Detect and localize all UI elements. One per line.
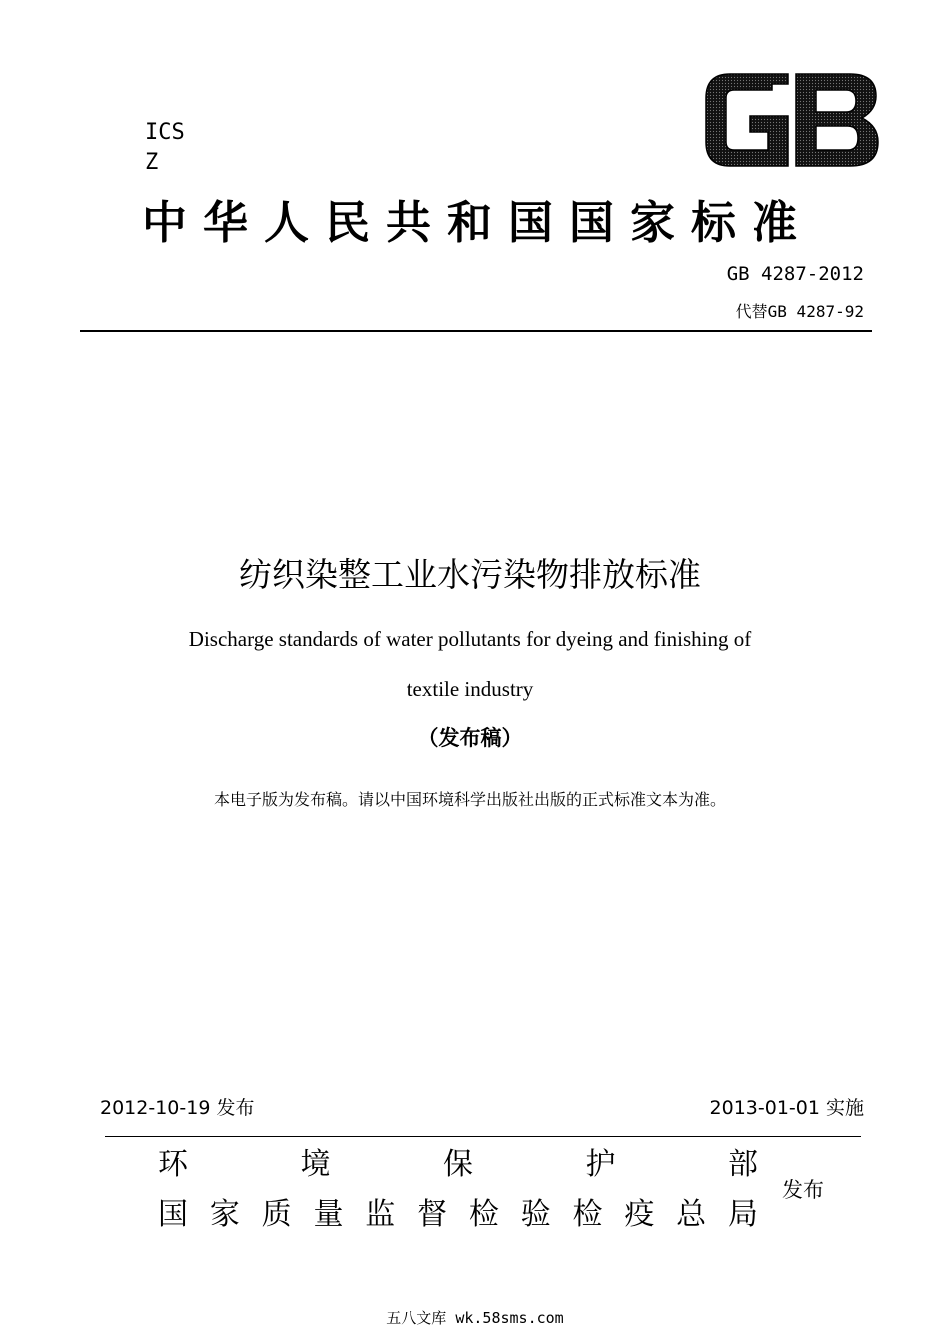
issuer-char: 监 [365, 1197, 396, 1232]
bottom-divider [105, 1136, 861, 1137]
issuer-char: 质 [261, 1197, 292, 1232]
implementation-date: 2013-01-01 实施 [709, 1097, 864, 1119]
issuer-char: 护 [585, 1147, 616, 1182]
issuer-char: 检 [468, 1197, 499, 1232]
issuer-char: 国 [158, 1197, 188, 1232]
classification-label: Z [145, 150, 159, 175]
footer-watermark: 五八文库 wk.58sms.com [386, 1309, 564, 1327]
draft-label: （发布稿） [417, 726, 523, 750]
issuer-char: 境 [300, 1147, 331, 1182]
issuer-char: 验 [520, 1197, 551, 1232]
issuer-char: 家 [209, 1197, 240, 1232]
issuer-char: 疫 [624, 1197, 655, 1232]
issuer-aqsiq [158, 1195, 758, 1235]
ics-block [145, 118, 185, 178]
issuer-char: 环 [158, 1147, 188, 1182]
document-title-en-line2: textile industry [406, 677, 534, 701]
issuer-char: 量 [313, 1197, 344, 1232]
standard-number: GB 4287-2012 [726, 263, 864, 285]
issuer-char: 总 [676, 1197, 707, 1232]
replaces-standard: 代替GB 4287-92 [735, 302, 864, 321]
issuer-char: 部 [728, 1147, 758, 1182]
document-title-cn: 纺织染整工业水污染物排放标准 [239, 555, 701, 594]
issuer-char: 局 [727, 1197, 758, 1232]
document-title-en-line1: Discharge standards of water pollutants for dyeing and finishing of [188, 627, 752, 651]
national-standard-title: 中华人民共和国国家标准 [141, 196, 813, 249]
issuer-ministry-of-environment [158, 1145, 758, 1185]
ics-label: ICS [145, 120, 185, 145]
issuer-char: 督 [417, 1197, 448, 1232]
issue-date: 2012-10-19 发布 [100, 1097, 255, 1119]
issuer-char: 检 [572, 1197, 603, 1232]
gb-logo [700, 70, 882, 170]
issuer-char: 保 [443, 1147, 473, 1182]
top-divider [80, 330, 872, 332]
electronic-version-notice: 本电子版为发布稿。请以中国环境科学出版社出版的正式标准文本为准。 [213, 790, 726, 809]
publish-label: 发布 [782, 1178, 824, 1202]
